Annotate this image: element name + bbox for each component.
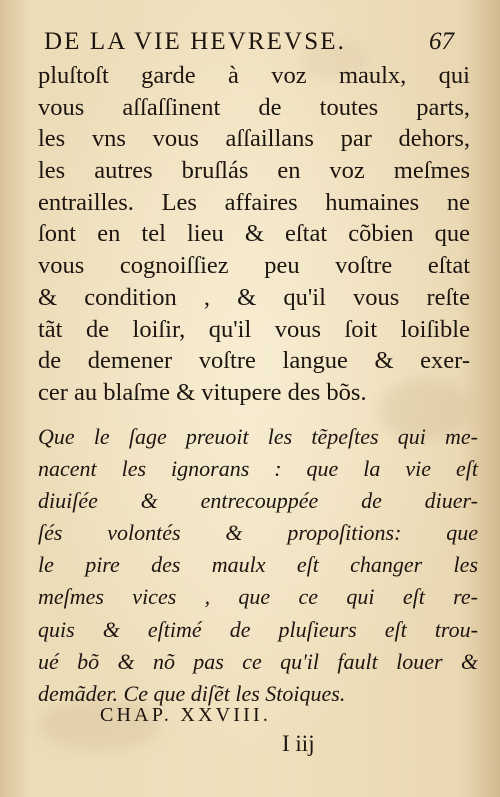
- summary-line: le pire des maulx eſt changer les: [38, 552, 478, 578]
- summary-line: ué bõ & nõ pas ce qu'il fault louer &: [38, 648, 478, 674]
- text-line: vous cognoiſſiez peu voſtre eſtat: [38, 252, 470, 280]
- text-line: cer au blaſme & vitupere des bõs.: [38, 378, 367, 406]
- chapter-heading: CHAP. XXVIII.: [100, 704, 272, 726]
- summary-line: quis & eſtimé de pluſieurs eſt trou-: [38, 616, 478, 642]
- summary-line: Que le ſage preuoit les tẽpeſtes qui me-: [38, 424, 478, 449]
- chapter-summary-italic: [38, 421, 478, 710]
- text-line: les vns vous aſſaillans par dehors,: [38, 125, 470, 153]
- text-line: de demener voſtre langue & exer-: [38, 347, 470, 375]
- page-number: 67: [429, 28, 454, 55]
- summary-line: demãder. Ce que diſẽt les Stoiques.: [38, 680, 346, 706]
- text-line: les autres bruſlás en voz meſmes: [38, 157, 470, 185]
- running-title: DE LA VIE HEVREVSE.: [44, 28, 346, 55]
- text-line: & condition , & qu'il vous reſte: [38, 283, 470, 311]
- text-line: entrailles. Les affaires humaines ne: [38, 188, 470, 216]
- summary-line: diuiſée & entrecouppée de diuer-: [38, 488, 478, 514]
- summary-line: meſmes vices , que ce qui eſt re-: [38, 584, 478, 610]
- running-head: [44, 24, 464, 60]
- text-line: pluſtoſt garde à voz maulx, qui: [38, 62, 470, 89]
- summary-line: ſés volontés & propoſitions: que: [38, 520, 478, 546]
- signature-mark: I iij: [282, 731, 315, 756]
- text-line: tãt de loiſir, qu'il vous ſoit loiſible: [38, 315, 470, 343]
- body-text-roman: [38, 60, 470, 409]
- summary-line: nacent les ignorans : que la vie eſt: [38, 456, 478, 482]
- text-line: vous aſſaſſinent de toutes parts,: [38, 93, 470, 121]
- text-line: ſont en tel lieu & eſtat cõbien que: [38, 220, 470, 248]
